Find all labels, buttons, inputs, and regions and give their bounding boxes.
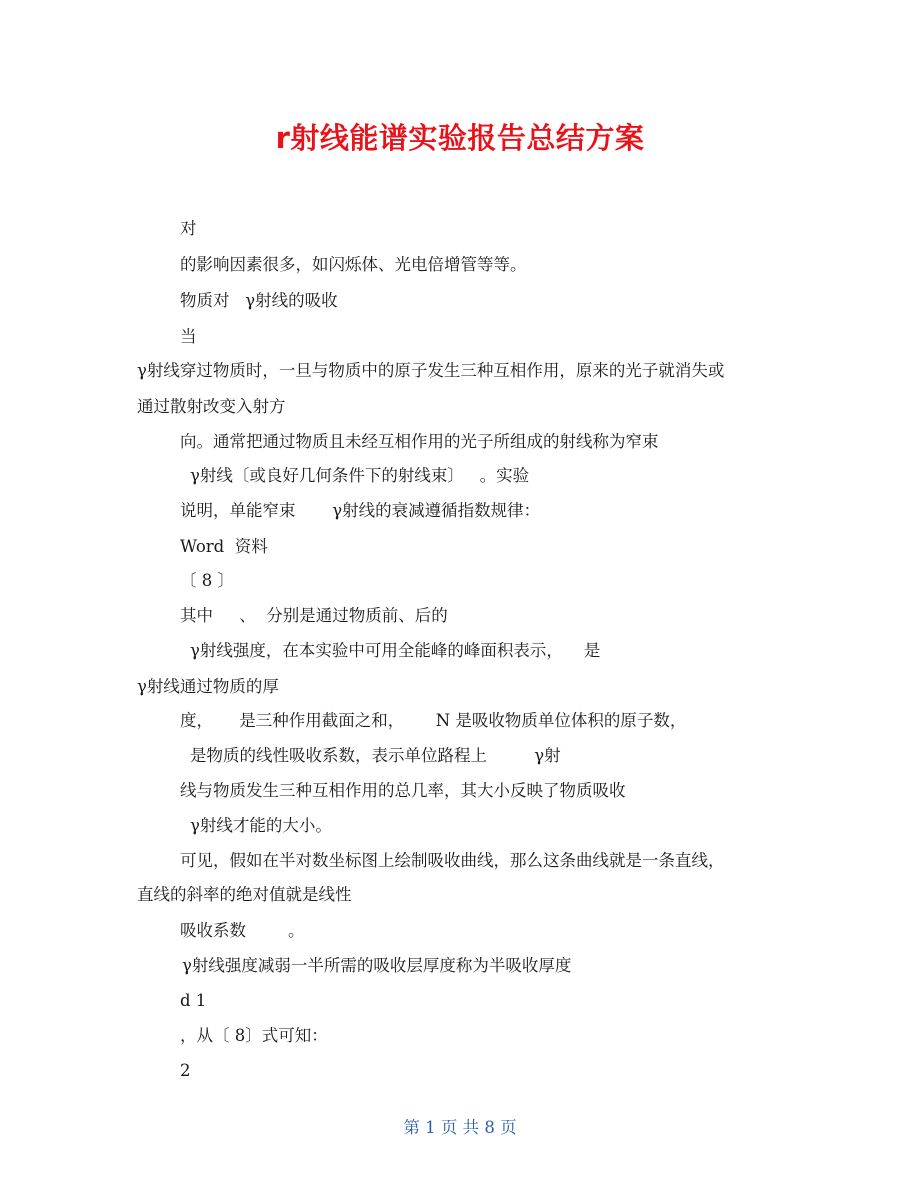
body-line-12: 其中 、 分别是通过物质前、后的 <box>180 606 448 625</box>
body-line-20: 直线的斜率的绝对值就是线性 <box>137 885 352 904</box>
body-line-22: γ射线强度减弱一半所需的吸收层厚度称为半吸收厚度 <box>182 956 572 975</box>
body-line-9: 说明，单能窄束 γ射线的衰减遵循指数规律： <box>180 501 541 520</box>
body-line-19: 可见，假如在半对数坐标图上绘制吸收曲线，那么这条曲线就是一条直线， <box>180 851 725 870</box>
body-line-7: 向。通常把通过物质且未经互相作用的光子所组成的射线称为窄束 <box>180 432 659 451</box>
body-line-17: 线与物质发生三种互相作用的总几率，其大小反映了物质吸收 <box>180 781 626 800</box>
body-line-18: γ射线才能的大小。 <box>190 816 332 835</box>
page-footer: 第 1 页 共 8 页 <box>403 1118 517 1137</box>
body-line-21: 吸收系数 。 <box>180 921 305 940</box>
body-line-11: 〔 8 〕 <box>180 571 234 590</box>
body-line-24: ，从〔 8〕式可知： <box>180 1026 328 1045</box>
body-line-14: γ射线通过物质的厚 <box>137 677 279 696</box>
document-title: r射线能谱实验报告总结方案 <box>275 121 645 155</box>
body-line-1: 对 <box>180 219 197 238</box>
body-line-16: 是物质的线性吸收系数，表示单位路程上 γ射 <box>190 746 561 765</box>
body-line-10: Word 资料 <box>180 537 268 556</box>
body-line-2: 的影响因素很多，如闪烁体、光电倍增管等等。 <box>180 255 527 274</box>
body-line-13: γ射线强度，在本实验中可用全能峰的峰面积表示， 是 <box>190 641 601 660</box>
body-line-8: γ射线〔或良好几何条件下的射线束〕 。实验 <box>190 466 530 485</box>
body-line-4: 当 <box>180 327 197 346</box>
body-line-6: 通过散射改变入射方 <box>137 397 286 416</box>
body-line-5: γ射线穿过物质时，一旦与物质中的原子发生三种互相作用，原来的光子就消失或 <box>137 361 725 380</box>
body-line-15: 度， 是三种作用截面之和， N 是吸收物质单位体积的原子数， <box>180 711 687 730</box>
body-line-23: d 1 <box>180 991 207 1010</box>
body-line-3: 物质对 γ射线的吸收 <box>180 291 338 310</box>
body-line-25: 2 <box>180 1061 191 1080</box>
